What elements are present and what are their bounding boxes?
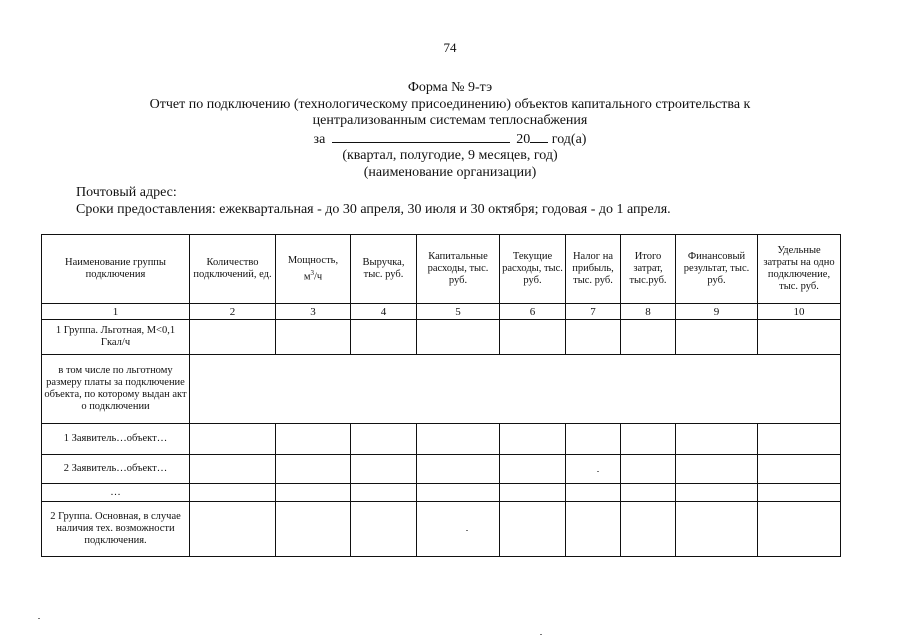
table-row-group1 [42,320,841,355]
data-cell[interactable] [417,320,500,355]
report-title-line-2: централизованным системам теплоснабжения [312,113,588,128]
column-number: 7 [566,304,621,320]
scan-speck [597,471,599,472]
data-cell[interactable] [621,484,676,502]
data-cell[interactable] [351,484,417,502]
table-row-group2 [42,502,841,557]
col-header-opex: Текущие расходы, тыс. руб. [500,235,566,304]
data-cell[interactable] [276,424,351,455]
data-cell[interactable] [676,484,758,502]
row-label-group2: 2 Группа. Основная, в случае наличия тех. возможности подключения. [42,502,190,557]
data-cell[interactable] [276,455,351,484]
column-number: 3 [276,304,351,320]
col-header-revenue: Выручка, тыс. руб. [351,235,417,304]
data-cell[interactable] [351,320,417,355]
scan-speck [466,530,468,531]
header-row [42,235,841,304]
data-cell[interactable] [758,502,841,557]
period-prefix: за [313,131,326,147]
data-cell[interactable] [276,502,351,557]
data-cell[interactable] [417,484,500,502]
row-label-applicant2: 2 Заявитель…объект… [42,455,190,484]
data-cell[interactable] [190,320,276,355]
column-number: 10 [758,304,841,320]
data-cell[interactable] [676,320,758,355]
data-cell[interactable] [190,502,276,557]
col-header-capex: Капитальные расходы, тыс. руб. [417,235,500,304]
data-cell[interactable] [676,455,758,484]
column-number: 8 [621,304,676,320]
column-number-row [42,304,841,320]
data-cell[interactable] [676,424,758,455]
data-cell[interactable] [621,424,676,455]
data-cell[interactable] [351,502,417,557]
data-cell[interactable] [276,320,351,355]
data-cell[interactable] [500,424,566,455]
table-row-applicant2 [42,455,841,484]
power-unit-exp: 3 [310,268,314,277]
data-cell[interactable] [566,320,621,355]
row-label-applicant1: 1 Заявитель…объект… [42,424,190,455]
report-table [41,234,841,557]
power-label: Мощность, [287,254,339,266]
data-cell[interactable] [500,484,566,502]
data-cell[interactable] [758,424,841,455]
period-year-prefix: 20 [516,131,531,147]
column-number: 9 [676,304,758,320]
column-number: 4 [351,304,417,320]
page-number: 74 [443,40,457,55]
data-cell[interactable] [566,484,621,502]
data-cell[interactable] [276,484,351,502]
data-cell[interactable] [417,502,500,557]
data-cell[interactable] [351,455,417,484]
data-cell[interactable] [758,455,841,484]
report-title-line-1: Отчет по подключению (технологическому присоединению) объектов капитального строительства к [149,96,751,112]
power-unit: м [303,271,311,283]
org-hint: (наименование организации) [363,164,537,180]
period-suffix: год(а) [551,131,587,147]
data-cell[interactable] [500,455,566,484]
column-number: 6 [500,304,566,320]
data-cell[interactable] [417,455,500,484]
row-label-preferential: в том числе по льготному размеру платы за подключение объекта, по которому выдан акт о подключении [42,355,190,424]
col-header-financial-result: Финансовый результат, тыс. руб. [676,235,758,304]
period-line [0,130,900,149]
period-hint: (квартал, полугодие, 9 месяцев, год) [342,148,558,163]
scan-speck [540,634,542,635]
data-cell[interactable] [566,424,621,455]
data-cell[interactable] [190,424,276,455]
column-number: 2 [190,304,276,320]
col-header-total-costs: Итого затрат, тыс.руб. [621,235,676,304]
data-cell[interactable] [417,424,500,455]
scan-speck [38,618,40,619]
col-header-profit-tax: Налог на прибыль, тыс. руб. [566,235,621,304]
data-cell[interactable] [351,424,417,455]
power-unit-tail: /ч [313,271,323,283]
col-header-group-name: Наименование группы подключения [42,235,190,304]
col-header-count: Количество подключений, ед. [190,235,276,304]
report-header [0,80,900,181]
data-cell[interactable] [621,320,676,355]
data-cell[interactable] [676,502,758,557]
data-cell[interactable] [566,502,621,557]
deadlines-text: Сроки предоставления: ежеквартальная - до 30 апреля, 30 июля и 30 октября; годовая - до 1 апреля. [76,202,671,217]
table-row-ellipsis [42,484,841,502]
column-number: 5 [417,304,500,320]
data-cell[interactable] [758,484,841,502]
year-blank[interactable] [530,130,548,143]
data-cell[interactable] [621,502,676,557]
table-row-preferential [42,355,841,424]
data-cell[interactable] [190,484,276,502]
data-cell[interactable] [621,455,676,484]
table-row-applicant1 [42,424,841,455]
data-cell[interactable] [500,502,566,557]
data-cell[interactable] [566,455,621,484]
merged-empty-cell[interactable] [190,355,841,424]
data-cell[interactable] [758,320,841,355]
form-title: Форма № 9-тэ [407,80,493,95]
period-blank[interactable] [332,130,510,143]
data-cell[interactable] [500,320,566,355]
postal-address-label: Почтовый адрес: [76,185,177,200]
col-header-power [276,235,351,304]
row-label-ellipsis: … [42,484,190,502]
row-label-group1: 1 Группа. Льготная, М<0,1 Гкал/ч [42,320,190,355]
col-header-specific-costs: Удельные затраты на одно подключение, тыс. руб. [758,235,841,304]
column-number: 1 [42,304,190,320]
data-cell[interactable] [190,455,276,484]
